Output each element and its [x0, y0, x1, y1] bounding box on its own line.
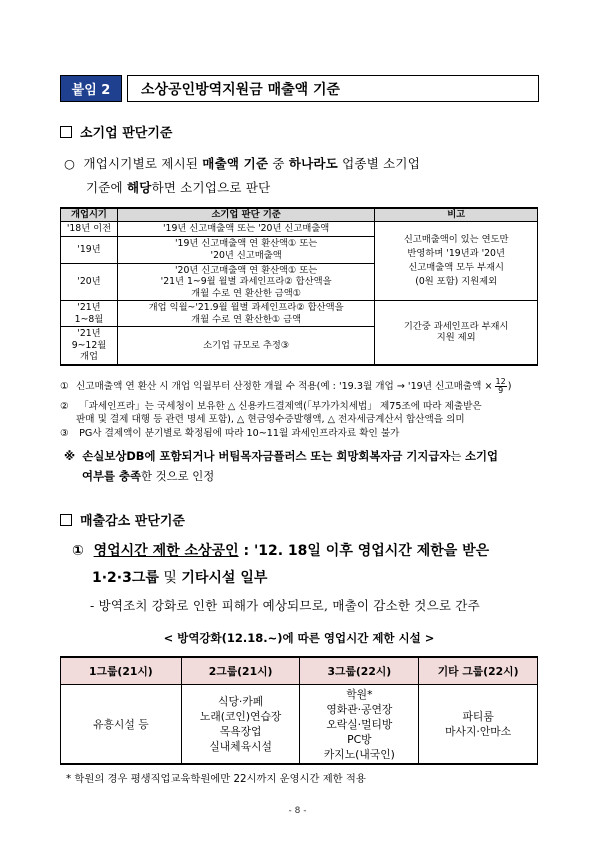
table-header: 개업시기: [61, 208, 118, 222]
item-title-underlined: 영업시간 제한 소상공인: [93, 543, 239, 559]
para-text: 기준에: [86, 180, 127, 195]
note-text: 는: [450, 449, 466, 463]
note-item: [60, 400, 540, 426]
section-heading-sales-decline: [60, 510, 185, 529]
note-mark: ③: [60, 428, 69, 439]
table-cell-period: '19년: [61, 236, 118, 263]
table-header: 2그룹(21시): [181, 657, 300, 685]
table-header: 3그룹(22시): [300, 657, 419, 685]
item-text: 및: [158, 570, 182, 586]
appendix-tag: 붙임 2: [60, 75, 122, 102]
note-text: 판매 및 결제 대행 등 관련 명세 포함), △ 현금영수증발행액, △ 전자세금계산서 합산액을 의미: [76, 414, 465, 425]
asterisk-note: [64, 446, 544, 486]
para-text: 중: [268, 156, 289, 171]
note-item: [60, 427, 540, 440]
table-cell: 유흥시설 등: [61, 685, 182, 765]
table-cell-criteria: 소기업 규모로 추정③: [117, 327, 374, 365]
section-heading-small-business: [60, 122, 172, 141]
table-cell-criteria: '19년 신고매출액 연 환산액① 또는 '20년 신고매출액: [117, 236, 374, 263]
note-bold: 여부를 충족: [82, 469, 141, 483]
checkbox-square-icon: [60, 514, 72, 526]
note-item: ① 신고매출액 연 환산 시 개업 익월부터 산정한 개월 수 적용(예 : '19.3월 개업 → '19년 신고매출액 × $\frac{12}{9}$ ): [60, 376, 512, 395]
para-bold: 해당: [127, 180, 152, 195]
para-bold: 매출액 기준: [202, 156, 269, 171]
para-text: 개업시기별로 제시된: [83, 156, 203, 171]
item-bold: 1·2·3그룹: [92, 570, 159, 586]
fraction: [495, 378, 507, 395]
item-title: : '12. 18일 이후 영업시간 제한을 받은: [238, 543, 490, 559]
deemed-decline-text: - 방역조치 강화로 인한 피해가 예상되므로, 매출이 감소한 것으로 간주: [90, 598, 480, 613]
table-cell-period: '20년: [61, 263, 118, 301]
item-bold: 기타시설 일부: [181, 570, 268, 586]
section-heading-text: 매출감소 판단기준: [80, 514, 185, 529]
table-cell: 학원* 영화관·공연장 오락실·멀티방 PC방 카지노(내국인): [300, 685, 419, 765]
table-cell-period: '21년 9~12월 개업: [61, 327, 118, 365]
note-text: 한 것으로 인정: [140, 469, 215, 483]
table-caption: < 방역강화(12.18.~)에 따른 영업시간 제한 시설 >: [163, 631, 435, 645]
footnote: * 학원의 경우 평생직업교육학원에만 22시까지 운영시간 제한 적용: [66, 773, 366, 785]
section-heading-text: 소기업 판단기준: [80, 126, 173, 141]
table-cell-criteria: '19년 신고매출액 또는 '20년 신고매출액: [117, 222, 374, 237]
business-hours-item: [72, 538, 552, 592]
checkbox-square-icon: [60, 126, 72, 138]
table-cell: 파티룸 마사지·안마소: [419, 685, 538, 765]
bullet-circle: ○: [64, 156, 76, 171]
business-hours-limit-table: [60, 656, 538, 765]
table-cell-remark: 신고매출액이 있는 연도만 반영하며 '19년과 '20년 신고매출액 모두 부재시 (0원 포함) 지원제외: [375, 222, 538, 301]
table-cell: 식당·카페 노래(코인)연습장 목욕장업 실내체육시설: [181, 685, 300, 765]
fraction-denominator: 9: [498, 385, 504, 395]
item-mark: ①: [72, 543, 84, 559]
criteria-paragraph: [64, 152, 544, 200]
table-notes: [60, 377, 540, 440]
table-header: 1그룹(21시): [61, 657, 182, 685]
table-cell-period: '18년 이전: [61, 222, 118, 237]
page-number: - 8 -: [288, 806, 307, 816]
table-cell-period: '21년 1~8월: [61, 301, 118, 327]
table-header: 기타 그룹(22시): [419, 657, 538, 685]
table-header: 비고: [375, 208, 538, 222]
para-text: 하면 소기업으로 판단: [151, 180, 271, 195]
para-bold: 하나라도: [288, 156, 338, 171]
table-cell-remark: 기간중 과세인프라 부재시 지원 제외: [375, 301, 538, 365]
note-text: 신고매출액 연 환산 시 개업 익월부터 산정한 개월 수 적용(예 : '19.3월 개업 → '19년 신고매출액 ×: [76, 380, 493, 392]
fraction-numerator: 12: [495, 376, 506, 386]
small-business-criteria-table: [60, 207, 538, 366]
note-text: 「과세인프라」는 국세청이 보유한 △ 신용카드결제액(「부가가치세법」 제75조에 따라 제출받은: [79, 401, 482, 412]
note-bold: 손실보상DB에 포함되거나 버팀목자금플러스 또는 희망회복자금 기지급자: [82, 449, 451, 463]
table-cell-criteria: 개업 익월~'21.9월 월별 과세인프라② 합산액을 개월 수로 연 환산한① 금액: [117, 301, 374, 327]
table-header: 소기업 판단 기준: [117, 208, 374, 222]
page-title: 소상공인방역지원금 매출액 기준: [127, 75, 539, 102]
note-mark: ②: [60, 401, 69, 412]
note-mark: ①: [60, 380, 69, 392]
asterisk-mark: ※: [64, 449, 76, 463]
table-cell-criteria: '20년 신고매출액 연 환산액① 또는 '21년 1~9월 월별 과세인프라② 합산액을 개월 수로 연 환산한 금액①: [117, 263, 374, 301]
note-bold: 소기업: [465, 449, 499, 463]
note-text: PG사 결제액이 분기별로 확정됨에 따라 10~11월 과세인프라자료 확인 불가: [79, 428, 400, 439]
para-text: 업종별 소기업: [337, 156, 420, 171]
